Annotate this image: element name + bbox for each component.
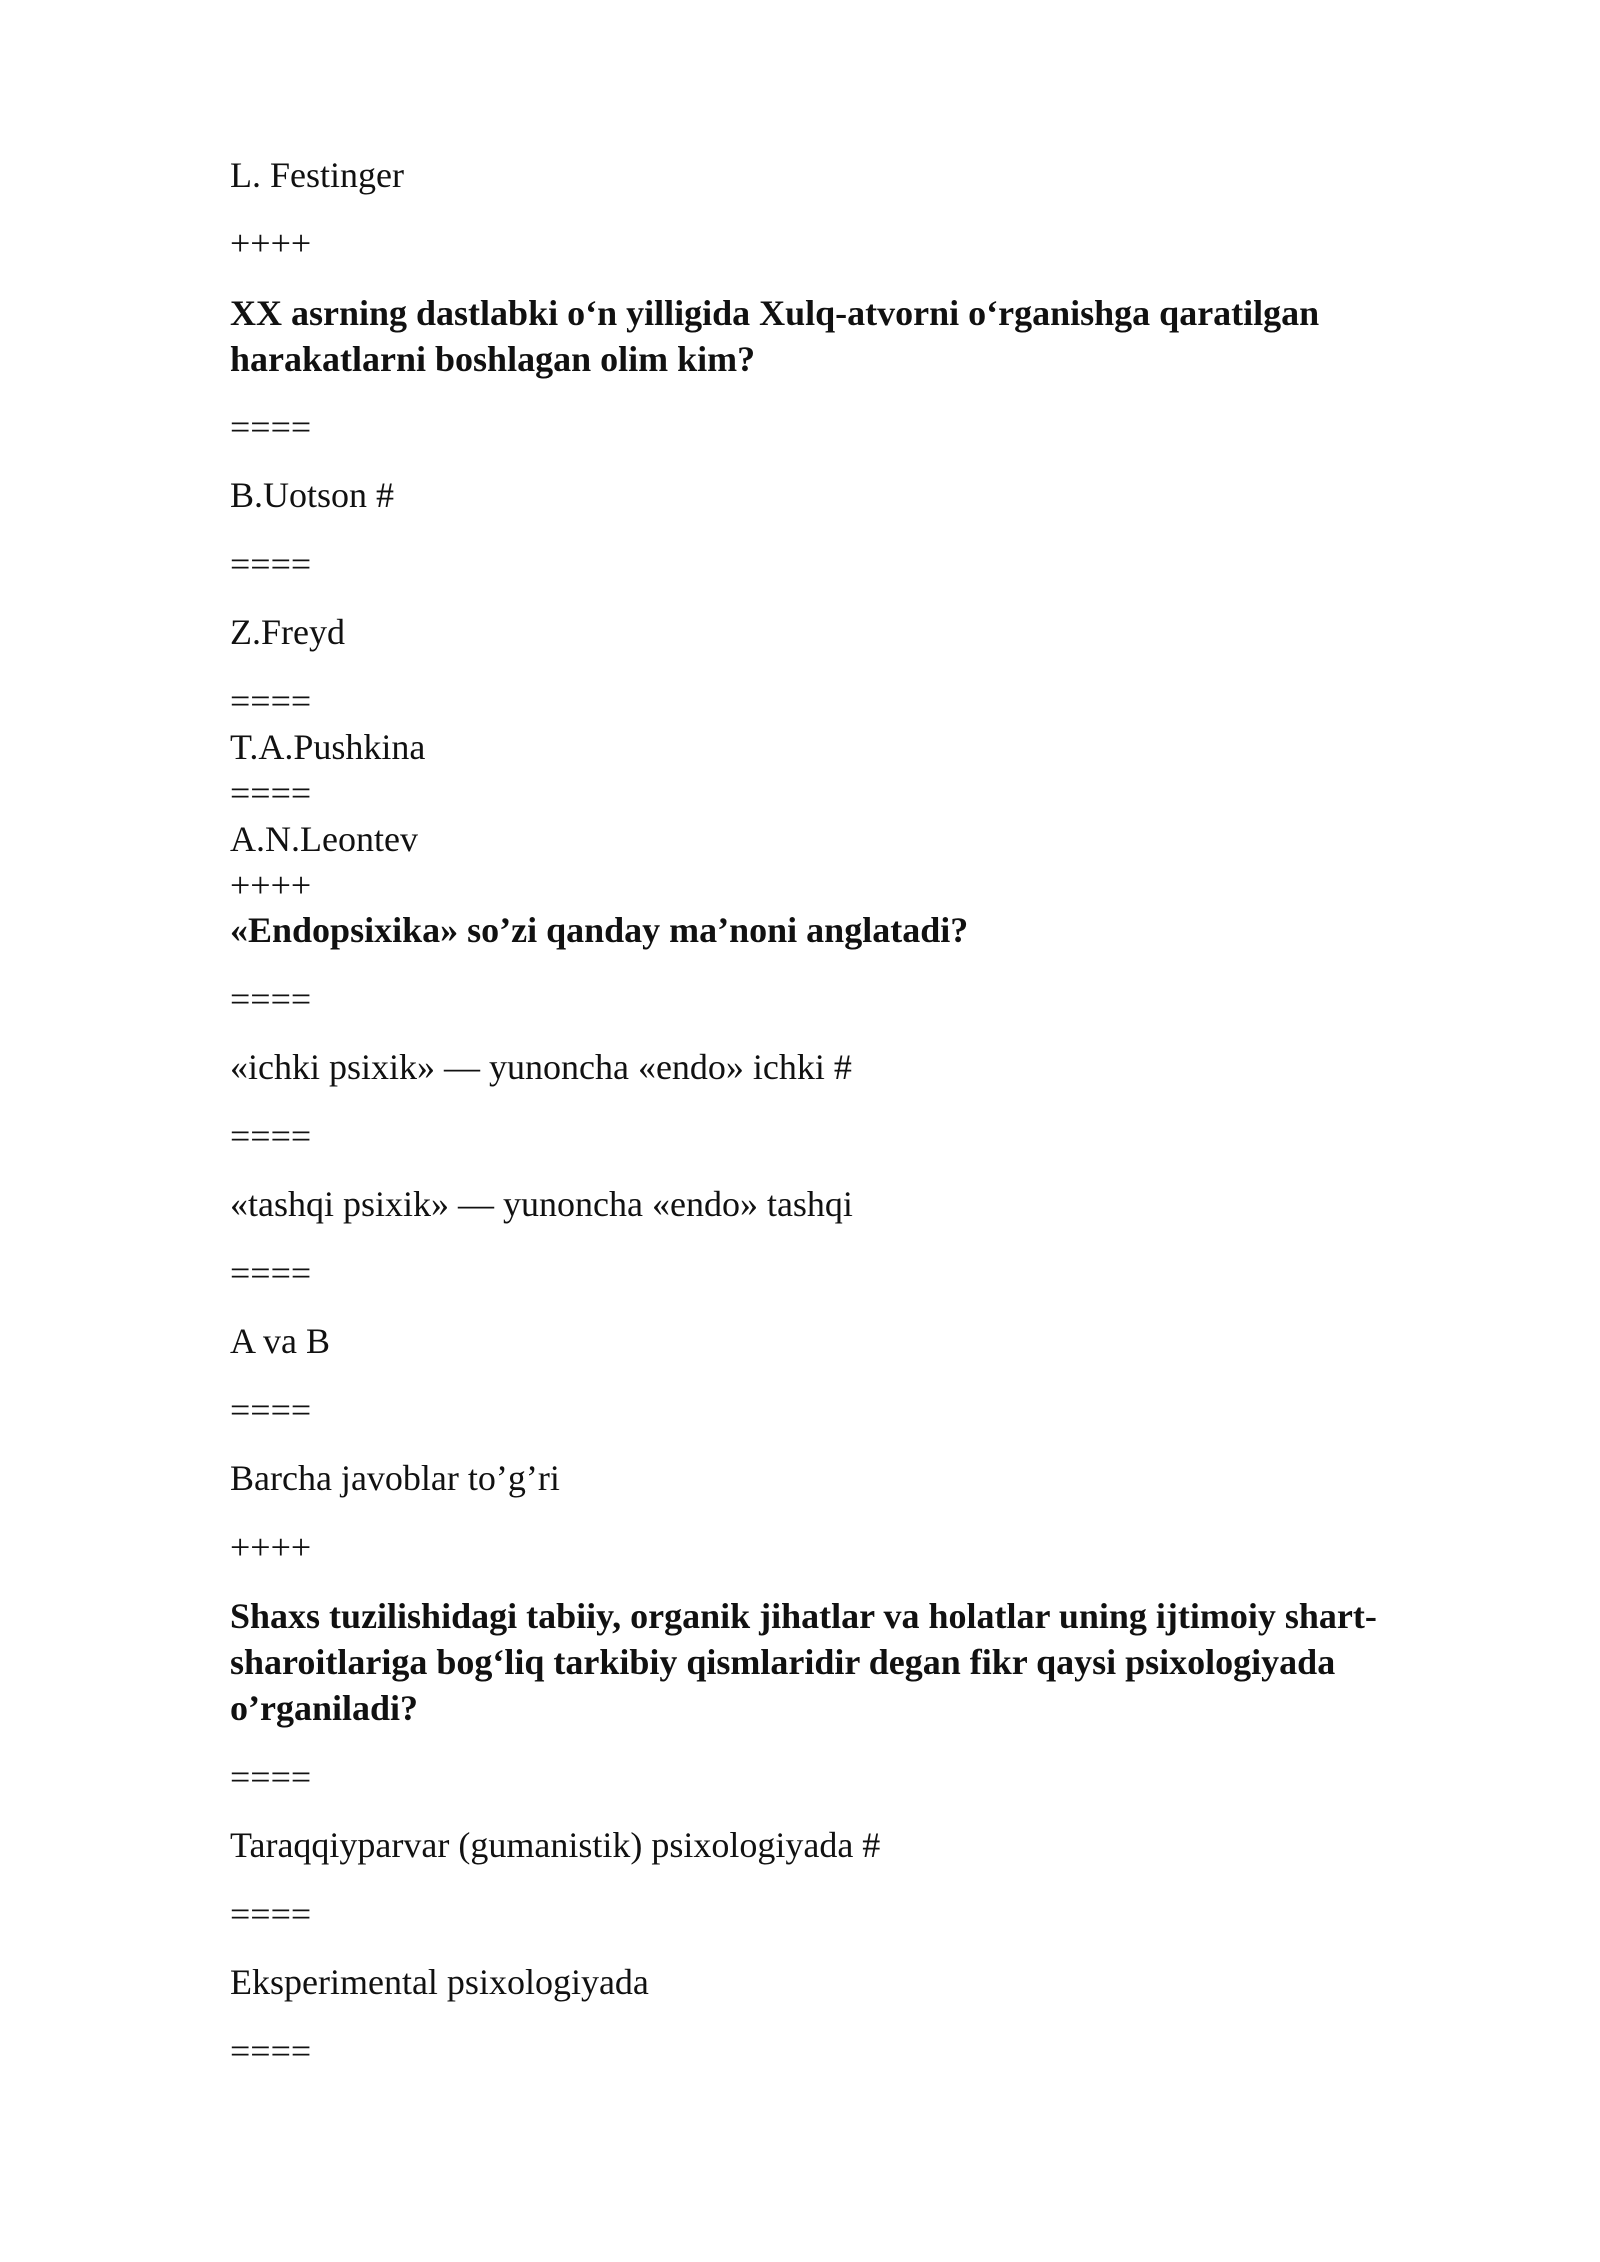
answer-option: T.A.Pushkina: [230, 727, 426, 767]
question-text: XX asrning dastlabki o‘n yilligida Xulq-atvorni o‘rganishga qaratilgan harakatlarni boshlagan olim kim?: [230, 293, 1320, 379]
question-text: Shaxs tuzilishidagi tabiiy, organik jihatlar va holatlar uning ijtimoiy shart-sharoitlariga bog‘liq tarkibiy qismlaridir degan fikr qaysi psixologiyada o’rganiladi?: [230, 1596, 1377, 1728]
question-separator: ++++: [230, 865, 312, 905]
option-separator: ====: [230, 1894, 312, 1934]
option-separator: ====: [230, 1116, 312, 1156]
option-separator: ====: [230, 979, 312, 1019]
answer-option: A va B: [230, 1321, 331, 1361]
answer-option: Eksperimental psixologiyada: [230, 1962, 649, 2002]
option-separator: ====: [230, 1757, 312, 1797]
answer-option: «tashqi psixik» — yunoncha «endo» tashqi: [230, 1184, 853, 1224]
answer-option: B.Uotson #: [230, 475, 395, 515]
question-separator: ++++: [230, 223, 312, 263]
option-separator: ====: [230, 681, 312, 721]
answer-option: Taraqqiyparvar (gumanistik) psixologiyada #: [230, 1825, 881, 1865]
question-text: «Endopsixika» so’zi qanday ma’noni anglatadi?: [230, 910, 969, 950]
answer-option: Z.Freyd: [230, 612, 345, 652]
answer-option: Barcha javoblar to’g’ri: [230, 1458, 560, 1498]
option-separator: ====: [230, 1253, 312, 1293]
answer-option: L. Festinger: [230, 155, 404, 195]
option-separator: ====: [230, 407, 312, 447]
option-separator: ====: [230, 2031, 312, 2071]
option-separator: ====: [230, 1390, 312, 1430]
answer-option: «ichki psixik» — yunoncha «endo» ichki #: [230, 1047, 852, 1087]
option-separator: ====: [230, 544, 312, 584]
question-separator: ++++: [230, 1527, 312, 1567]
answer-option: A.N.Leontev: [230, 819, 418, 859]
option-separator: ====: [230, 773, 312, 813]
